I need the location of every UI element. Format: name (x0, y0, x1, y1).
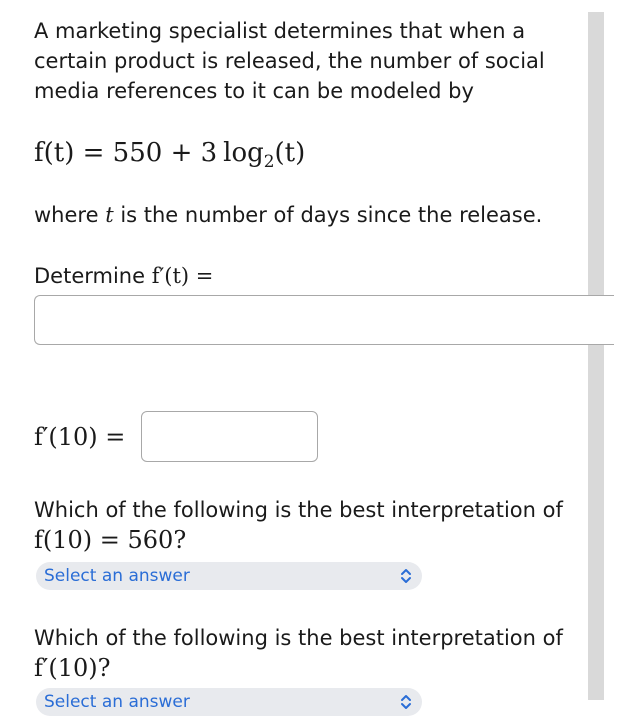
formula-lhs: f(t) = 550 + 3 (34, 138, 218, 168)
question-2-line-1: Which of the following is the best interpretation of (34, 626, 563, 650)
question-1-line-1: Which of the following is the best interpretation of (34, 498, 563, 522)
derivative-answer-input[interactable] (34, 295, 614, 345)
intro-line-2: certain product is released, the number of social (34, 49, 545, 73)
evaluation-answer-input[interactable] (141, 411, 318, 462)
intro-line-1: A marketing specialist determines that when a (34, 19, 526, 43)
determine-label: Determine (34, 264, 152, 288)
where-variable: t (105, 203, 114, 227)
determine-prompt (34, 261, 213, 291)
question-1-line-2: f(10) = 560? (34, 526, 187, 554)
answer-select-2-label: Select an answer (44, 692, 190, 712)
variable-description (34, 200, 542, 230)
answer-select-1-label: Select an answer (44, 566, 190, 586)
question-1 (34, 495, 563, 555)
determine-expression: f′(t) = (151, 264, 214, 288)
scroll-bar[interactable] (588, 12, 604, 700)
chevron-up-down-icon (399, 694, 413, 710)
formula-log: log (223, 138, 264, 168)
formula-log-base: 2 (263, 151, 275, 172)
formula-arg: (t) (274, 138, 306, 168)
question-2-line-2: f′(10)? (34, 654, 111, 682)
chevron-up-down-icon (399, 568, 413, 584)
where-suffix: is the number of days since the release. (113, 203, 543, 227)
intro-line-3: media references to it can be modeled by (34, 79, 474, 103)
evaluation-label: f′(10) = (34, 423, 126, 451)
problem-intro (34, 16, 545, 106)
model-formula (34, 136, 305, 178)
question-2 (34, 623, 563, 683)
answer-select-2[interactable] (36, 688, 422, 716)
where-prefix: where (34, 203, 106, 227)
answer-select-1[interactable] (36, 562, 422, 590)
